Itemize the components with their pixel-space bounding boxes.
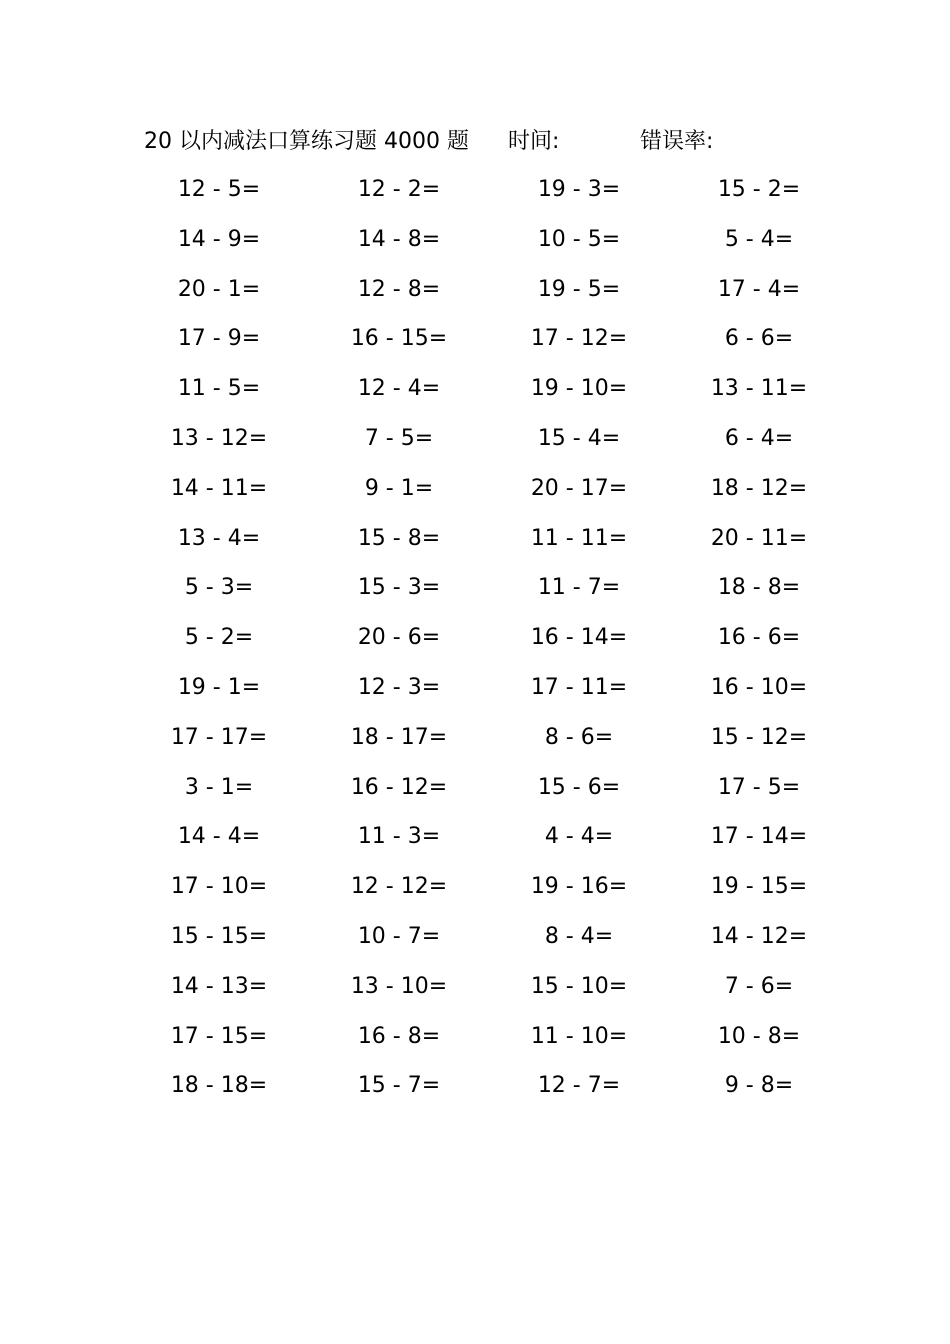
problem-row xyxy=(144,817,808,867)
problem-item: 9 - 1= xyxy=(364,475,434,501)
problem-item: 20 - 11= xyxy=(710,525,808,551)
problem-item: 9 - 8= xyxy=(724,1073,794,1099)
worksheet-title: 20 以内减法口算练习题 4000 题 xyxy=(144,129,469,154)
problem-item: 10 - 7= xyxy=(357,923,441,949)
problem-item: 18 - 17= xyxy=(350,724,448,750)
problem-item: 17 - 17= xyxy=(170,724,268,750)
problem-item: 19 - 10= xyxy=(530,376,628,402)
problem-item: 11 - 10= xyxy=(530,1023,628,1049)
problem-item: 12 - 3= xyxy=(357,674,441,700)
problem-item: 16 - 15= xyxy=(350,326,448,352)
problem-row xyxy=(144,519,808,569)
problem-item: 17 - 10= xyxy=(170,874,268,900)
problem-item: 15 - 8= xyxy=(357,525,441,551)
problem-item: 14 - 11= xyxy=(170,475,268,501)
problem-item: 11 - 11= xyxy=(530,525,628,551)
problem-item: 12 - 8= xyxy=(357,276,441,302)
problem-item: 14 - 8= xyxy=(357,226,441,252)
problem-row xyxy=(144,319,804,369)
problem-item: 12 - 2= xyxy=(357,177,441,202)
problem-item: 17 - 9= xyxy=(177,326,261,352)
problem-row xyxy=(144,1066,804,1116)
error-rate-label: 错误率: xyxy=(640,129,714,154)
problem-item: 12 - 12= xyxy=(350,874,448,900)
problem-item: 12 - 7= xyxy=(537,1073,621,1099)
problem-item: 11 - 3= xyxy=(357,824,441,850)
problem-item: 15 - 6= xyxy=(537,774,621,800)
problem-item: 14 - 9= xyxy=(177,226,261,252)
problem-item: 7 - 5= xyxy=(364,425,434,451)
problem-item: 5 - 2= xyxy=(184,625,254,651)
problem-row xyxy=(144,1017,804,1067)
problem-item: 11 - 7= xyxy=(537,575,621,601)
problem-item: 15 - 2= xyxy=(717,177,801,202)
problem-item: 14 - 13= xyxy=(170,973,268,999)
problem-item: 12 - 5= xyxy=(177,177,261,202)
problem-item: 6 - 6= xyxy=(724,326,794,352)
problem-row xyxy=(144,668,808,718)
problem-item: 14 - 4= xyxy=(177,824,261,850)
problem-row xyxy=(144,618,804,668)
problem-item: 17 - 5= xyxy=(717,774,801,800)
problem-row xyxy=(144,419,804,469)
problem-item: 20 - 6= xyxy=(357,625,441,651)
problem-item: 10 - 8= xyxy=(717,1023,801,1049)
problem-row xyxy=(144,768,804,818)
problem-item: 16 - 6= xyxy=(717,625,801,651)
problem-item: 5 - 4= xyxy=(724,226,794,252)
problem-item: 15 - 4= xyxy=(537,425,621,451)
problem-item: 10 - 5= xyxy=(537,226,621,252)
problem-item: 19 - 15= xyxy=(710,874,808,900)
problem-item: 16 - 14= xyxy=(530,625,628,651)
problem-item: 15 - 12= xyxy=(710,724,808,750)
problem-item: 13 - 11= xyxy=(710,376,808,402)
problem-item: 6 - 4= xyxy=(724,425,794,451)
problem-item: 16 - 12= xyxy=(350,774,448,800)
problem-item: 14 - 12= xyxy=(710,923,808,949)
problem-row xyxy=(144,270,804,320)
problem-item: 8 - 6= xyxy=(544,724,614,750)
problem-item: 13 - 10= xyxy=(350,973,448,999)
problem-item: 4 - 4= xyxy=(544,824,614,850)
problem-row xyxy=(144,170,804,220)
problem-row xyxy=(144,867,808,917)
problem-item: 18 - 18= xyxy=(170,1073,268,1099)
problem-item: 17 - 15= xyxy=(170,1023,268,1049)
problem-row xyxy=(144,469,808,519)
problem-item: 5 - 3= xyxy=(184,575,254,601)
problem-item: 11 - 5= xyxy=(177,376,261,402)
problem-item: 16 - 8= xyxy=(357,1023,441,1049)
problem-item: 13 - 12= xyxy=(170,425,268,451)
problem-row xyxy=(144,718,808,768)
problem-item: 20 - 1= xyxy=(177,276,261,302)
problem-item: 17 - 14= xyxy=(710,824,808,850)
problem-item: 17 - 12= xyxy=(530,326,628,352)
problem-item: 19 - 1= xyxy=(177,674,261,700)
problem-item: 15 - 10= xyxy=(530,973,628,999)
problem-row xyxy=(144,220,804,270)
problem-item: 19 - 16= xyxy=(530,874,628,900)
time-label: 时间: xyxy=(508,129,560,154)
problem-row xyxy=(144,917,808,967)
problem-item: 7 - 6= xyxy=(724,973,794,999)
problem-row xyxy=(144,967,804,1017)
problem-item: 17 - 11= xyxy=(530,674,628,700)
problem-item: 13 - 4= xyxy=(177,525,261,551)
problem-item: 18 - 12= xyxy=(710,475,808,501)
problem-row xyxy=(144,369,808,419)
problem-item: 19 - 5= xyxy=(537,276,621,302)
problem-item: 12 - 4= xyxy=(357,376,441,402)
problem-item: 17 - 4= xyxy=(717,276,801,302)
problem-item: 3 - 1= xyxy=(184,774,254,800)
problem-item: 15 - 3= xyxy=(357,575,441,601)
problem-item: 15 - 15= xyxy=(170,923,268,949)
problem-item: 18 - 8= xyxy=(717,575,801,601)
problem-item: 8 - 4= xyxy=(544,923,614,949)
problem-row xyxy=(144,568,804,618)
problem-item: 16 - 10= xyxy=(710,674,808,700)
problem-item: 15 - 7= xyxy=(357,1073,441,1099)
problem-grid xyxy=(144,170,808,1116)
problem-item: 20 - 17= xyxy=(530,475,628,501)
problem-item: 19 - 3= xyxy=(537,177,621,202)
